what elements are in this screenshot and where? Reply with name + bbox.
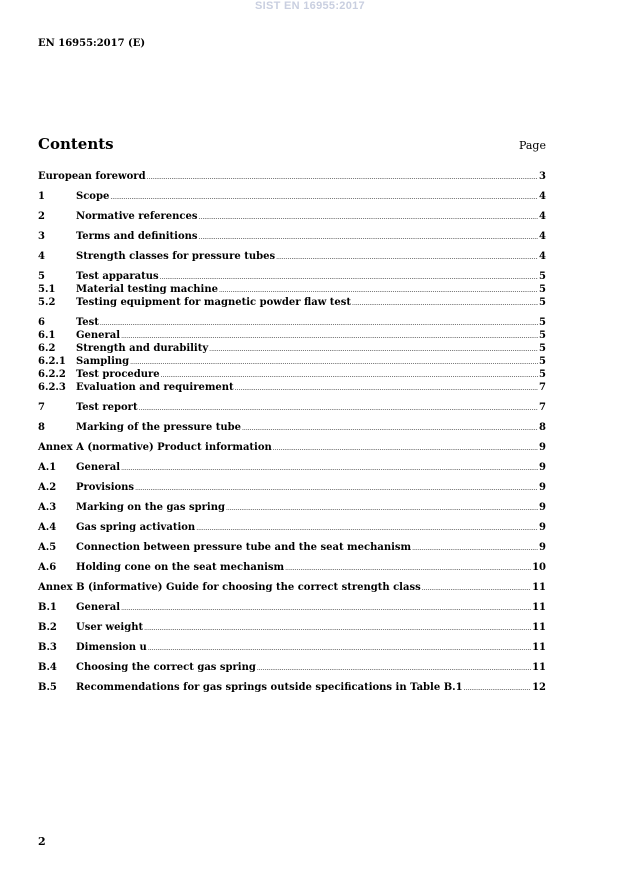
toc-entry-number: A.3 bbox=[38, 502, 57, 513]
toc-entry[interactable] bbox=[38, 581, 546, 594]
toc-entry-title: Normative references bbox=[76, 211, 198, 222]
toc-entry-number: 6.2.3 bbox=[38, 382, 66, 393]
toc-entry-page: 4 bbox=[539, 231, 546, 242]
toc-entry[interactable] bbox=[38, 170, 546, 183]
toc-entry[interactable] bbox=[38, 270, 546, 283]
toc-entry[interactable] bbox=[38, 481, 546, 494]
toc-entry[interactable] bbox=[38, 401, 546, 414]
toc-entry-page: 10 bbox=[532, 562, 546, 573]
watermark: SIST EN 16955:2017 bbox=[255, 0, 365, 12]
toc-entry-page: 4 bbox=[539, 191, 546, 202]
toc-leader-dots bbox=[257, 662, 531, 675]
toc-entry[interactable] bbox=[38, 521, 546, 534]
toc-entry-page: 5 bbox=[539, 297, 546, 308]
toc-entry[interactable] bbox=[38, 342, 546, 355]
toc-entry-number: 2 bbox=[38, 211, 45, 222]
toc-leader-dots bbox=[199, 231, 539, 244]
toc-entry-number: B.3 bbox=[38, 642, 57, 653]
toc-entry-title: Annex B (informative) Guide for choosing the correct strength class bbox=[38, 582, 421, 593]
toc-entry-number: A.1 bbox=[38, 462, 57, 473]
toc-entry-title: Strength and durability bbox=[76, 343, 209, 354]
toc-leader-dots bbox=[144, 622, 531, 635]
toc-entry-title: User weight bbox=[76, 622, 144, 633]
toc-entry-title: General bbox=[76, 462, 121, 473]
toc-leader-dots bbox=[110, 191, 538, 204]
toc-entry-number: B.2 bbox=[38, 622, 57, 633]
toc-entry-page: 5 bbox=[539, 330, 546, 341]
page-column-header: Page bbox=[518, 139, 546, 152]
toc-entry[interactable] bbox=[38, 661, 546, 674]
toc-entry-number: 6 bbox=[38, 317, 45, 328]
toc-leader-dots bbox=[422, 582, 531, 595]
footer-page-number: 2 bbox=[38, 835, 46, 848]
toc-entry[interactable] bbox=[38, 296, 546, 309]
toc-entry-page: 11 bbox=[532, 642, 546, 653]
toc-entry-number: 3 bbox=[38, 231, 45, 242]
toc-entry-title: Material testing machine bbox=[76, 284, 218, 295]
toc-entry-page: 9 bbox=[539, 482, 546, 493]
toc-entry-page: 11 bbox=[532, 582, 546, 593]
toc-entry-title: Connection between pressure tube and the seat mechanism bbox=[76, 542, 412, 553]
toc-entry[interactable] bbox=[38, 250, 546, 263]
toc-entry-page: 11 bbox=[532, 602, 546, 613]
toc-entry-number: 6.2.1 bbox=[38, 356, 66, 367]
toc-entry-title: Dimension u bbox=[76, 642, 147, 653]
toc-entry[interactable] bbox=[38, 316, 546, 329]
toc-entry-number: 7 bbox=[38, 402, 45, 413]
toc-entry-page: 5 bbox=[539, 369, 546, 380]
toc-entry-number: 6.2.2 bbox=[38, 369, 66, 380]
toc-entry-page: 5 bbox=[539, 271, 546, 282]
toc-entry-number: A.2 bbox=[38, 482, 57, 493]
toc-entry[interactable] bbox=[38, 190, 546, 203]
toc-entry[interactable] bbox=[38, 641, 546, 654]
toc-entry-number: 4 bbox=[38, 251, 45, 262]
toc-entry[interactable] bbox=[38, 601, 546, 614]
toc-leader-dots bbox=[226, 502, 538, 515]
toc-entry-number: A.4 bbox=[38, 522, 57, 533]
toc-entry-title: Strength classes for pressure tubes bbox=[76, 251, 276, 262]
document-id: EN 16955:2017 (E) bbox=[38, 38, 146, 49]
toc-entry[interactable] bbox=[38, 329, 546, 342]
toc-leader-dots bbox=[121, 602, 531, 615]
toc-entry-page: 5 bbox=[539, 356, 546, 367]
toc-leader-dots bbox=[130, 356, 538, 369]
toc-entry[interactable] bbox=[38, 461, 546, 474]
toc-leader-dots bbox=[148, 642, 531, 655]
toc-entry-number: B.1 bbox=[38, 602, 57, 613]
toc-entry-number: A.5 bbox=[38, 542, 57, 553]
toc-entry-number: 1 bbox=[38, 191, 45, 202]
toc-entry-title: Recommendations for gas springs outside specifications in Table B.1 bbox=[76, 682, 463, 693]
toc-leader-dots bbox=[352, 297, 538, 310]
toc-entry[interactable] bbox=[38, 283, 546, 296]
toc-entry-number: 5 bbox=[38, 271, 45, 282]
toc-entry-number: B.4 bbox=[38, 662, 57, 673]
toc-entry-title: Test procedure bbox=[76, 369, 160, 380]
toc-entry-title: Test bbox=[76, 317, 99, 328]
toc-entry-page: 12 bbox=[532, 682, 546, 693]
toc-leader-dots bbox=[276, 251, 538, 264]
toc-leader-dots bbox=[147, 171, 538, 184]
contents-title: Contents bbox=[38, 135, 114, 153]
toc-entry-page: 4 bbox=[539, 211, 546, 222]
toc-entry[interactable] bbox=[38, 355, 546, 368]
toc-leader-dots bbox=[235, 382, 538, 395]
toc-entry[interactable] bbox=[38, 441, 546, 454]
toc-entry-number: 6.2 bbox=[38, 343, 56, 354]
toc-leader-dots bbox=[196, 522, 538, 535]
toc-entry-page: 3 bbox=[539, 171, 546, 182]
toc-leader-dots bbox=[209, 343, 538, 356]
toc-entry-title: General bbox=[76, 330, 121, 341]
toc-entry-title: Choosing the correct gas spring bbox=[76, 662, 256, 673]
toc-entry-title: Evaluation and requirement bbox=[76, 382, 234, 393]
toc-entry-title: European foreword bbox=[38, 171, 146, 182]
toc-leader-dots bbox=[139, 402, 538, 415]
toc-entry-number: 5.1 bbox=[38, 284, 56, 295]
toc-entry-title: General bbox=[76, 602, 121, 613]
toc-entry-title: Terms and definitions bbox=[76, 231, 198, 242]
toc-entry-title: Scope bbox=[76, 191, 110, 202]
toc-entry[interactable] bbox=[38, 681, 546, 694]
toc-entry-title: Marking of the pressure tube bbox=[76, 422, 241, 433]
toc-entry-title: Gas spring activation bbox=[76, 522, 196, 533]
toc-entry-page: 5 bbox=[539, 343, 546, 354]
toc-entry-title: Sampling bbox=[76, 356, 130, 367]
toc-entry[interactable] bbox=[38, 421, 546, 434]
toc-entry-page: 9 bbox=[539, 522, 546, 533]
toc-entry[interactable] bbox=[38, 501, 546, 514]
toc-entry-title: Provisions bbox=[76, 482, 135, 493]
toc-entry-page: 4 bbox=[539, 251, 546, 262]
toc-leader-dots bbox=[273, 442, 538, 455]
toc-leader-dots bbox=[242, 422, 538, 435]
toc-entry-title: Test apparatus bbox=[76, 271, 159, 282]
toc-leader-dots bbox=[464, 682, 531, 695]
toc-leader-dots bbox=[199, 211, 539, 224]
toc-entry-page: 8 bbox=[539, 422, 546, 433]
toc-leader-dots bbox=[121, 462, 538, 475]
toc-entry-page: 9 bbox=[539, 502, 546, 513]
toc-leader-dots bbox=[412, 542, 538, 555]
toc-entry-title: Test report bbox=[76, 402, 138, 413]
toc-entry-page: 5 bbox=[539, 284, 546, 295]
toc-entry-page: 7 bbox=[539, 402, 546, 413]
toc-entry[interactable] bbox=[38, 381, 546, 394]
toc-entry-page: 5 bbox=[539, 317, 546, 328]
toc-entry-number: A.6 bbox=[38, 562, 57, 573]
toc-entry-title: Testing equipment for magnetic powder flaw test bbox=[76, 297, 352, 308]
toc-entry-page: 9 bbox=[539, 442, 546, 453]
toc-entry[interactable] bbox=[38, 621, 546, 634]
toc-entry[interactable] bbox=[38, 230, 546, 243]
toc-entry-number: 5.2 bbox=[38, 297, 56, 308]
toc-entry-number: 6.1 bbox=[38, 330, 56, 341]
toc-entry-page: 11 bbox=[532, 622, 546, 633]
toc-entry-title: Marking on the gas spring bbox=[76, 502, 225, 513]
toc-entry-title: Annex A (normative) Product information bbox=[38, 442, 272, 453]
toc-entry-page: 11 bbox=[532, 662, 546, 673]
toc-leader-dots bbox=[100, 317, 538, 330]
toc-entry-page: 7 bbox=[539, 382, 546, 393]
toc-entry[interactable] bbox=[38, 210, 546, 223]
toc-entry-number: B.5 bbox=[38, 682, 57, 693]
toc-entry-title: Holding cone on the seat mechanism bbox=[76, 562, 285, 573]
toc-leader-dots bbox=[285, 562, 531, 575]
toc-entry-page: 9 bbox=[539, 462, 546, 473]
toc-entry-number: 8 bbox=[38, 422, 45, 433]
table-of-contents bbox=[38, 170, 546, 694]
toc-entry[interactable] bbox=[38, 561, 546, 574]
toc-leader-dots bbox=[135, 482, 538, 495]
toc-entry[interactable] bbox=[38, 368, 546, 381]
toc-entry[interactable] bbox=[38, 541, 546, 554]
toc-entry-page: 9 bbox=[539, 542, 546, 553]
